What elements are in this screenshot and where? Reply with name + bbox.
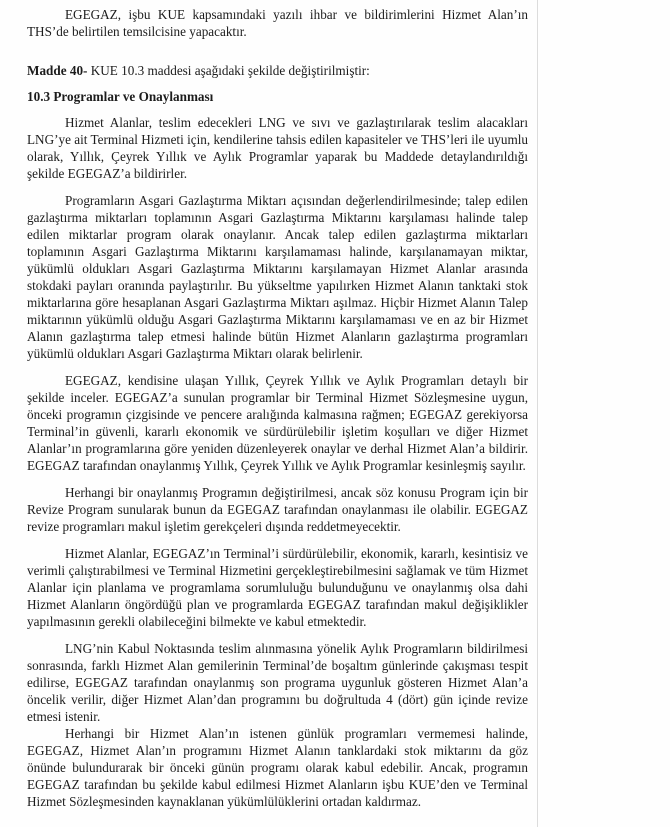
- paragraph-asgari-gazlastirma: Programların Asgari Gazlaştırma Miktarı açısından değerlendirilmesinde; talep edilen gazlaştırma miktarları toplamının Asgari Gazlaştırma Miktarını karşılaması halinde talep edilen miktarlar program olarak onaylanır. Ancak talep edilen gazlaştırma miktarları toplamının Asgari Gazlaştırma Miktarını karşılamaması halinde, karşılanamayan miktar, yükümlü oldukları Asgari Gazlaştırma Miktarını karşılamayan Hizmet Alanlar arasında stokdaki payları oranında paylaştırılır. Bu yükseltme yapılırken Hizmet Alanın tanktaki stok miktarlarına göre hesaplanan Asgari Gazlaştırma Miktarı aşılmaz. Hiçbir Hizmet Alanın Talep miktarının yükümlü olduğu Asgari Gazlaştırma Miktarını karşılamaması ve en az bir Hizmet Alanın gazlaştırma talep etmesi halinde bütün Hizmet Alanların gazlaştırma programları yükümlü oldukları Asgari Gazlaştırma Miktarı olarak belirlenir.: [27, 193, 528, 361]
- paragraph-gunluk-program: Herhangi bir Hizmet Alan’ın istenen günlük programları vermemesi halinde, EGEGAZ, Hizmet Alan’ın programını Hizmet Alanın tanklardaki stok miktarını da göz önünde bulundurarak bir önceki günün programı olarak kabul edebilir. Ancak, programın EGEGAZ tarafından bu şekilde kabul edilmesi Hizmet Alanların işbu KUE’den ve Terminal Hizmet Sözleşmesinden kaynaklanan yükümlülüklerini ortadan kaldırmaz.: [27, 726, 528, 809]
- madde-40-label: Madde 40-: [27, 63, 88, 78]
- madde-40-line: [27, 62, 528, 79]
- scan-edge-line: [537, 0, 538, 827]
- paragraph-egegaz-inceleme: EGEGAZ, kendisine ulaşan Yıllık, Çeyrek Yıllık ve Aylık Programları detaylı bir şekilde inceler. EGEGAZ’a sunulan programlar bir Terminal Hizmet Sözleşmesine uygun, önceki programın çizgisinde ve pencere aralığında kalmasına rağmen; EGEGAZ gerekiyorsa Terminal’in güvenli, kararlı ekonomik ve sürdürülebilir işletim koşulları ve diğer Hizmet Alanlar’ın programlarına göre yeniden düzenleyerek onaylar ve derhal Hizmet Alan’a bildirir. EGEGAZ tarafından onaylanmış Yıllık, Çeyrek Yıllık ve Aylık Programlar kesinleşmiş sayılır.: [27, 373, 528, 473]
- intro-paragraph: EGEGAZ, işbu KUE kapsamındaki yazılı ihbar ve bildirimlerini Hizmet Alan’ın THS’de belirtilen temsilcisine yapacaktır.: [27, 7, 528, 39]
- paragraph-revize-program: Herhangi bir onaylanmış Programın değiştirilmesi, ancak söz konusu Program için bir Revize Program sunularak bunun da EGEGAZ tarafından onaylanması ile olabilir. EGEGAZ revize programları makul işletim gerekçeleri dışında reddetmeyecektir.: [27, 485, 528, 534]
- madde-40-text: KUE 10.3 maddesi aşağıdaki şekilde değiştirilmiştir:: [87, 63, 370, 78]
- document-body: [27, 6, 528, 820]
- paragraph-programs-notice: Hizmet Alanlar, teslim edecekleri LNG ve sıvı ve gazlaştırılarak teslim alacakları LNG’ye ait Terminal Hizmeti için, kendilerine tahsis edilen kapasiteler ve THS’leri ile uyumlu olarak, Yıllık, Çeyrek Yıllık ve Aylık Programlar yaparak bu Maddede detaylandırıldığı şekilde EGEGAZ’a bildirirler.: [27, 115, 528, 181]
- paragraph-planlama-sorumlulugu: Hizmet Alanlar, EGEGAZ’ın Terminal’i sürdürülebilir, ekonomik, kararlı, kesintisiz ve verimli çalıştırabilmesi ve Terminal Hizmetini gerçekleştirebilmesini sağlamak ve tüm Hizmet Alanlar için planlama ve programlama sorumluluğu bulunduğunu ve onaylanmış olsa dahi Hizmet Alanların öngördüğü plan ve programlarda EGEGAZ tarafından makul değişiklikler yapılmasının gerekli olabileceğini bilmekte ve kabul etmektedir.: [27, 546, 528, 629]
- paragraph-kabul-noktasi: LNG’nin Kabul Noktasında teslim alınmasına yönelik Aylık Programların bildirilmesi sonrasında, farklı Hizmet Alan gemilerinin Terminal’de boşaltım günlerinde çakışması tespit edilirse, EGEGAZ tarafından onaylanmış son programa uygunluk gösteren Hizmet Alan’a öncelik verilir, diğer Hizmet Alan’dan programını bu doğrultuda 4 (dört) gün içinde revize etmesi istenir.: [27, 641, 528, 724]
- section-heading-10-3: 10.3 Programlar ve Onaylanması: [27, 89, 214, 104]
